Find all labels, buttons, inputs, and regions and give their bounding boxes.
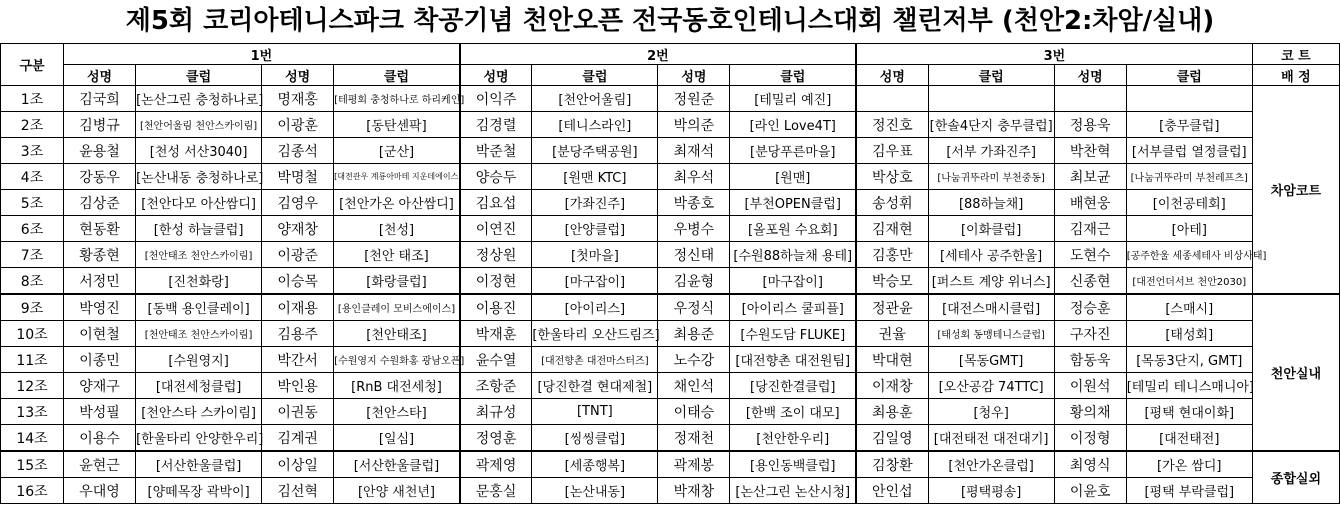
player-club: [공주한울 세종세테사 비상사태]	[1126, 242, 1252, 268]
player-club: [평택 부락클럽]	[1126, 478, 1252, 504]
group-label: 7조	[1, 242, 64, 268]
group-row	[1, 478, 1340, 504]
player-name: 도현수	[1054, 242, 1126, 268]
group-row	[1, 112, 1340, 138]
player-club: [대전태전]	[1126, 425, 1252, 452]
player-name: 박간서	[262, 347, 334, 373]
club-header: 클럽	[334, 65, 460, 86]
player-name: 박승모	[856, 268, 928, 295]
group-row	[1, 425, 1340, 452]
player-club: [천안태조 천안스카이림]	[136, 321, 262, 347]
player-club: [대전언더서브 천안2030]	[1126, 268, 1252, 295]
player-name: 신종현	[1054, 268, 1126, 295]
group-label: 12조	[1, 373, 64, 399]
player-club: [대전세청클럽]	[136, 373, 262, 399]
player-name: 김일영	[856, 425, 928, 452]
player-club: [첫마을]	[532, 242, 658, 268]
player-name: 최보균	[1054, 164, 1126, 190]
player-club: [한울타리 오산드림즈]	[532, 321, 658, 347]
player-club: [화랑클럽]	[334, 268, 460, 295]
group-label: 14조	[1, 425, 64, 452]
player-name: 안인섭	[856, 478, 928, 504]
player-name: 함동욱	[1054, 347, 1126, 373]
player-name: 황종현	[64, 242, 136, 268]
club-header: 클럽	[730, 65, 856, 86]
player-club: [한성 하늘클럽]	[136, 216, 262, 242]
player-name	[856, 86, 928, 112]
player-name: 윤수열	[460, 347, 532, 373]
player-name: 양재구	[64, 373, 136, 399]
player-club: [수원영지 수원화홍 광남오픈]	[334, 347, 460, 373]
group-label: 1조	[1, 86, 64, 112]
set1-header: 1번	[64, 44, 460, 65]
player-name	[1054, 86, 1126, 112]
player-name: 김종석	[262, 138, 334, 164]
player-club: [천안가온클럽]	[928, 451, 1054, 478]
player-name: 이윤호	[1054, 478, 1126, 504]
player-name: 최용준	[658, 321, 730, 347]
player-name: 이용진	[460, 294, 532, 321]
player-name: 정상원	[460, 242, 532, 268]
player-club: [천성]	[334, 216, 460, 242]
player-name: 이상일	[262, 451, 334, 478]
name-header: 성명	[262, 65, 334, 86]
player-name: 이정현	[460, 268, 532, 295]
player-club: [천안태조 천안스카이림]	[136, 242, 262, 268]
player-name: 정승훈	[1054, 294, 1126, 321]
player-club: [군산]	[334, 138, 460, 164]
player-club: [이화클럽]	[928, 216, 1054, 242]
court-header-top: 코 트	[1252, 44, 1339, 65]
group-label: 10조	[1, 321, 64, 347]
player-name: 이종민	[64, 347, 136, 373]
player-name: 김요섭	[460, 190, 532, 216]
player-club: [한백 조이 대모]	[730, 399, 856, 425]
player-club: [세종행복]	[532, 451, 658, 478]
player-club: [TNT]	[532, 399, 658, 425]
player-name: 이연진	[460, 216, 532, 242]
name-header: 성명	[658, 65, 730, 86]
group-row	[1, 164, 1340, 190]
player-club: [서산한울클럽]	[334, 451, 460, 478]
player-club: [아테]	[1126, 216, 1252, 242]
player-name: 양승두	[460, 164, 532, 190]
player-club: [천안가온 아산쌈디]	[334, 190, 460, 216]
player-club: [가좌진주]	[532, 190, 658, 216]
group-row	[1, 86, 1340, 112]
player-name: 이광훈	[262, 112, 334, 138]
player-name: 김영우	[262, 190, 334, 216]
group-row	[1, 451, 1340, 478]
player-club: [마구잡이]	[730, 268, 856, 295]
group-row	[1, 347, 1340, 373]
player-club: [마구잡이]	[532, 268, 658, 295]
player-name: 이용수	[64, 425, 136, 452]
group-header: 구분	[1, 44, 64, 86]
player-name: 채인석	[658, 373, 730, 399]
player-name: 박상호	[856, 164, 928, 190]
player-club: [천안스타]	[334, 399, 460, 425]
player-name: 이태승	[658, 399, 730, 425]
player-club: [수원도담 FLUKE]	[730, 321, 856, 347]
player-club: [안양 새천년]	[334, 478, 460, 504]
name-header: 성명	[64, 65, 136, 86]
player-name: 이재용	[262, 294, 334, 321]
player-name: 황의채	[1054, 399, 1126, 425]
player-club: [세테사 공주한울]	[928, 242, 1054, 268]
player-name: 노수강	[658, 347, 730, 373]
group-label: 15조	[1, 451, 64, 478]
player-club: [분당푸른마을]	[730, 138, 856, 164]
player-club: [청우]	[928, 399, 1054, 425]
club-header: 클럽	[1126, 65, 1252, 86]
player-name: 정영훈	[460, 425, 532, 452]
player-club: [원맨 KTC]	[532, 164, 658, 190]
player-name: 김윤형	[658, 268, 730, 295]
player-club: [수원영지]	[136, 347, 262, 373]
player-name: 최우석	[658, 164, 730, 190]
player-club: [수원88하늘채 용테]	[730, 242, 856, 268]
player-name: 양재창	[262, 216, 334, 242]
player-club: [진천화랑]	[136, 268, 262, 295]
player-name: 박명철	[262, 164, 334, 190]
player-name: 박준철	[460, 138, 532, 164]
player-name: 최용훈	[856, 399, 928, 425]
player-name: 김용주	[262, 321, 334, 347]
player-name: 김계권	[262, 425, 334, 452]
player-name: 박재훈	[460, 321, 532, 347]
player-name: 이권동	[262, 399, 334, 425]
player-club: [논산내동]	[532, 478, 658, 504]
player-name: 정재천	[658, 425, 730, 452]
group-label: 9조	[1, 294, 64, 321]
player-name: 김홍만	[856, 242, 928, 268]
player-name: 박의준	[658, 112, 730, 138]
player-club: [천안 태조]	[334, 242, 460, 268]
player-name: 김우표	[856, 138, 928, 164]
player-club: [천안스타 스카이림]	[136, 399, 262, 425]
player-name: 이원석	[1054, 373, 1126, 399]
player-name: 명재홍	[262, 86, 334, 112]
player-name: 김재현	[856, 216, 928, 242]
player-club: [천성 서산3040]	[136, 138, 262, 164]
player-name: 최규성	[460, 399, 532, 425]
group-row	[1, 373, 1340, 399]
player-club: [대전스매시클럽]	[928, 294, 1054, 321]
player-club: [당진한결클럽]	[730, 373, 856, 399]
player-name: 이현철	[64, 321, 136, 347]
player-club: [나눔귀뚜라미 부천중동]	[928, 164, 1054, 190]
player-name: 정용욱	[1054, 112, 1126, 138]
player-name: 정관윤	[856, 294, 928, 321]
player-name: 현동환	[64, 216, 136, 242]
player-name: 박재창	[658, 478, 730, 504]
court-header-bottom: 배 정	[1252, 65, 1339, 86]
club-header: 클럽	[136, 65, 262, 86]
player-name: 최영식	[1054, 451, 1126, 478]
player-name: 김국희	[64, 86, 136, 112]
player-name: 문홍실	[460, 478, 532, 504]
player-club: [천안어울림 천안스카이림]	[136, 112, 262, 138]
group-row	[1, 242, 1340, 268]
player-club: [한울타리 안양한우리]	[136, 425, 262, 452]
player-club: [올포원 수요회]	[730, 216, 856, 242]
player-name: 이재창	[856, 373, 928, 399]
player-club: [씽씽클럽]	[532, 425, 658, 452]
group-label: 16조	[1, 478, 64, 504]
player-club: [목동GMT]	[928, 347, 1054, 373]
player-club: [논산그린 충청하나로]	[136, 86, 262, 112]
group-label: 8조	[1, 268, 64, 295]
page-title: 제5회 코리아테니스파크 착공기념 천안오픈 전국동호인테니스대회 챌린저부 (천안2:차암/실내)	[125, 6, 1215, 36]
player-club: [용인동백클럽]	[730, 451, 856, 478]
player-club: [테니스라인]	[532, 112, 658, 138]
player-club: [대전향촌 대전원팀]	[730, 347, 856, 373]
player-name: 우병수	[658, 216, 730, 242]
player-name: 곽제봉	[658, 451, 730, 478]
group-label: 4조	[1, 164, 64, 190]
player-club: [88하늘채]	[928, 190, 1054, 216]
group-row	[1, 190, 1340, 216]
player-club: [동탄센팍]	[334, 112, 460, 138]
group-row	[1, 138, 1340, 164]
player-club: [한솔4단지 충무클럽]	[928, 112, 1054, 138]
player-club: [태성회 동맹테니스클럽]	[928, 321, 1054, 347]
player-name: 이익주	[460, 86, 532, 112]
player-club: [논산내동 충청하나로]	[136, 164, 262, 190]
player-name: 이정형	[1054, 425, 1126, 452]
player-club: [천안어울림]	[532, 86, 658, 112]
player-name: 이승목	[262, 268, 334, 295]
player-club: [아이리스 쿨피플]	[730, 294, 856, 321]
player-club: [천안다모 아산쌈디]	[136, 190, 262, 216]
player-club: [태성회]	[1126, 321, 1252, 347]
player-club: [대전향촌 대전마스터즈]	[532, 347, 658, 373]
player-club: [양떼목장 곽박이]	[136, 478, 262, 504]
player-name: 윤현근	[64, 451, 136, 478]
player-name: 곽제영	[460, 451, 532, 478]
player-club: [당진한결 현대제철]	[532, 373, 658, 399]
club-header: 클럽	[532, 65, 658, 86]
court-assignment: 종합실외	[1252, 451, 1339, 504]
player-name: 김병규	[64, 112, 136, 138]
set3-header: 3번	[856, 44, 1252, 65]
group-label: 11조	[1, 347, 64, 373]
player-club: [서산한울클럽]	[136, 451, 262, 478]
name-header: 성명	[856, 65, 928, 86]
player-club	[928, 86, 1054, 112]
player-club: [이천공테회]	[1126, 190, 1252, 216]
player-club: [평택평송]	[928, 478, 1054, 504]
name-header: 성명	[460, 65, 532, 86]
draw-table	[0, 43, 1340, 504]
player-club: [원맨]	[730, 164, 856, 190]
player-name: 윤용철	[64, 138, 136, 164]
player-club: [서부클럽 열정클럽]	[1126, 138, 1252, 164]
player-club: [라인 Love4T]	[730, 112, 856, 138]
player-club: [테밀리 예진]	[730, 86, 856, 112]
player-club: [일심]	[334, 425, 460, 452]
player-name: 정원준	[658, 86, 730, 112]
player-name: 정진호	[856, 112, 928, 138]
player-club	[1126, 86, 1252, 112]
player-club: [논산그린 논산시청]	[730, 478, 856, 504]
player-name: 박인용	[262, 373, 334, 399]
player-name: 우정식	[658, 294, 730, 321]
player-club: [대전관우 계룡아마테 지운데에이스]	[334, 164, 460, 190]
player-name: 권율	[856, 321, 928, 347]
player-club: [오산공감 74TTC]	[928, 373, 1054, 399]
player-club: [RnB 대전세청]	[334, 373, 460, 399]
player-club: [천안태조]	[334, 321, 460, 347]
player-name: 김선혁	[262, 478, 334, 504]
player-name: 송성휘	[856, 190, 928, 216]
court-assignment: 천안실내	[1252, 294, 1339, 451]
group-label: 5조	[1, 190, 64, 216]
player-name: 이광준	[262, 242, 334, 268]
group-label: 6조	[1, 216, 64, 242]
group-label: 13조	[1, 399, 64, 425]
player-name: 서정민	[64, 268, 136, 295]
group-row	[1, 399, 1340, 425]
player-name: 최재석	[658, 138, 730, 164]
group-row	[1, 216, 1340, 242]
player-club: [부천OPEN클럽]	[730, 190, 856, 216]
player-name: 우대영	[64, 478, 136, 504]
player-name: 강동우	[64, 164, 136, 190]
group-row	[1, 268, 1340, 295]
player-name: 박종호	[658, 190, 730, 216]
player-name: 박영진	[64, 294, 136, 321]
player-name: 배현웅	[1054, 190, 1126, 216]
group-label: 2조	[1, 112, 64, 138]
player-club: [테밀리 테니스매니아]	[1126, 373, 1252, 399]
player-name: 김재근	[1054, 216, 1126, 242]
player-club: [평택 현대이화]	[1126, 399, 1252, 425]
player-name: 김상준	[64, 190, 136, 216]
player-name: 박대현	[856, 347, 928, 373]
player-club: [안양클럽]	[532, 216, 658, 242]
player-club: [퍼스트 계양 위너스]	[928, 268, 1054, 295]
player-club: [가온 쌈디]	[1126, 451, 1252, 478]
player-club: [테평회 충청하나로 하리케인]	[334, 86, 460, 112]
player-name: 김경렬	[460, 112, 532, 138]
group-row	[1, 294, 1340, 321]
court-assignment: 차암코트	[1252, 86, 1339, 295]
club-header: 클럽	[928, 65, 1054, 86]
set2-header: 2번	[460, 44, 856, 65]
name-header: 성명	[1054, 65, 1126, 86]
player-name: 조항준	[460, 373, 532, 399]
group-label: 3조	[1, 138, 64, 164]
player-name: 정신태	[658, 242, 730, 268]
player-club: [대전태전 대전대기]	[928, 425, 1054, 452]
player-club: [아이리스]	[532, 294, 658, 321]
player-club: [천안한우리]	[730, 425, 856, 452]
player-name: 김창환	[856, 451, 928, 478]
player-club: [용인클레이 모비스에이스]	[334, 294, 460, 321]
player-club: [목동3단지, GMT]	[1126, 347, 1252, 373]
player-club: [분당주택공원]	[532, 138, 658, 164]
group-row	[1, 321, 1340, 347]
player-club: [동백 용인클레이]	[136, 294, 262, 321]
player-name: 구자진	[1054, 321, 1126, 347]
player-club: [스매시]	[1126, 294, 1252, 321]
player-club: [충무클럽]	[1126, 112, 1252, 138]
player-name: 박성필	[64, 399, 136, 425]
player-club: [나눔귀뚜라미 부천레프츠]	[1126, 164, 1252, 190]
player-club: [서부 가좌진주]	[928, 138, 1054, 164]
player-name: 박찬혁	[1054, 138, 1126, 164]
